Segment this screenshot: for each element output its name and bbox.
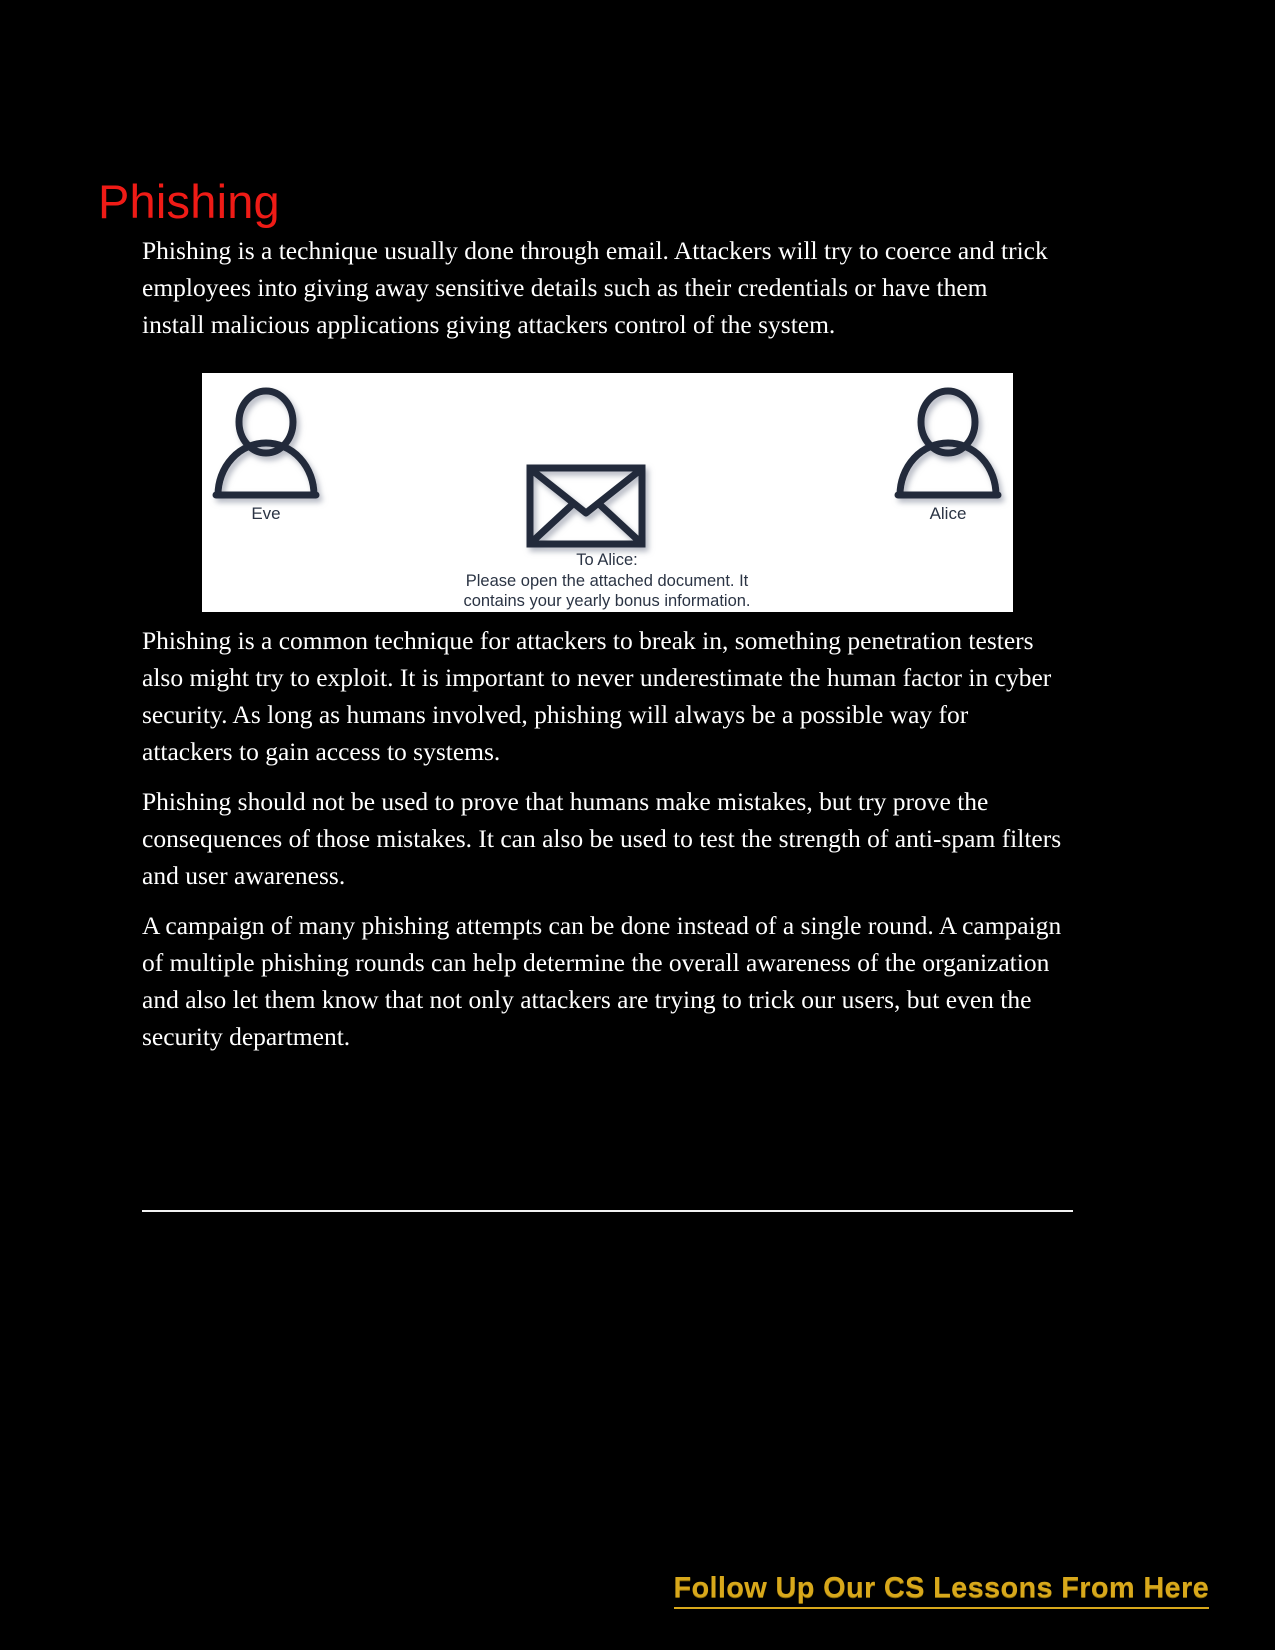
document-body	[142, 232, 1077, 1068]
paragraph-intro: Phishing is a technique usually done through email. Attackers will try to coerce and trick employees into giving away sensitive details such as their credentials or have them install malicious applications giving attackers control of the system.	[142, 236, 1048, 339]
paragraph-campaign: A campaign of many phishing attempts can be done instead of a single round. A campaign of multiple phishing rounds can help determine the overall awareness of the organization and also let them know that not only attackers are trying to trick our users, but even the security department.	[142, 911, 1062, 1051]
section-divider	[142, 1210, 1073, 1212]
envelope-icon	[530, 468, 642, 544]
person-icon-alice	[898, 391, 998, 495]
mail-caption-line-2: Please open the attached document. It	[465, 571, 749, 590]
mail-caption	[367, 550, 847, 612]
figure-label-eve: Eve	[251, 504, 281, 523]
page-title: Phishing	[98, 175, 280, 229]
mail-caption-line-3: contains your yearly bonus information.	[463, 592, 751, 610]
paragraph-consequences: Phishing should not be used to prove that humans make mistakes, but try prove the consequences of those mistakes. It can also be used to test the strength of anti-spam filters and user awareness.	[142, 787, 1062, 890]
phishing-diagram	[202, 373, 1013, 612]
person-icon-eve	[216, 391, 316, 495]
paragraph-common-technique: Phishing is a common technique for attackers to break in, something penetration testers also might try to exploit. It is important to never underestimate the human factor in cyber security. As long as humans involved, phishing will always be a possible way for attackers to gain access to systems.	[142, 626, 1052, 766]
mail-caption-line-1: To Alice:	[576, 551, 638, 569]
footer-cs-lessons-link[interactable]: Follow Up Our CS Lessons From Here	[674, 1572, 1210, 1609]
figure-label-alice: Alice	[929, 504, 967, 523]
